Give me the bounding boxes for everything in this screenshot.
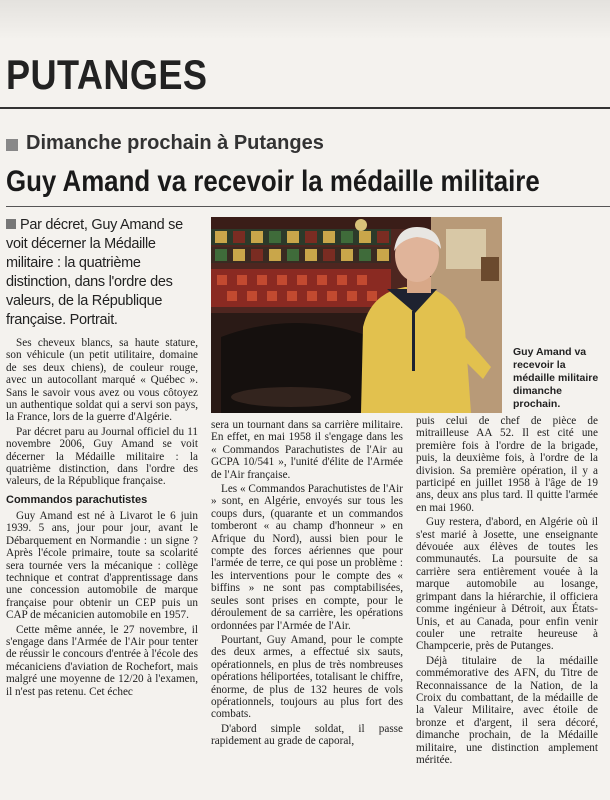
portrait-photo [211, 217, 502, 413]
paragraph: Pourtant, Guy Amand, pour le compte des deux armes, a effectué six sauts, opérationnels, en plus de très nombreuses opérations héliportées, totalisant le chiffre, énorme, de plus de 132 heures de vols opérationnels, toujours au plus fort des combats. [211, 633, 403, 721]
lead-square [6, 219, 16, 229]
paragraph: D'abord simple soldat, il passe rapidement au grade de caporal, [211, 722, 403, 748]
photo-caption: Guy Amand va recevoir la médaille militaire dimanche prochain. [513, 346, 599, 410]
paragraph: Déjà titulaire de la médaille commémorative des AFN, du Titre de Reconnaissance de la Nation, de la Croix du combattant, de la médaille de la Valeur Militaire, avec étoile de bronze et d'argent, il sera décoré, dimanche prochain, de la Médaille militaire, une distinction amplement méritée. [416, 654, 598, 766]
text-column-2 [211, 419, 403, 799]
page-top-shade [0, 0, 610, 40]
article-headline: Guy Amand va recevoir la médaille militaire [6, 165, 540, 198]
headline-rule [6, 206, 610, 207]
paragraph: Cette même année, le 27 novembre, il s'engage dans l'Armée de l'Air pour tenter de réussir le concours d'entrée à l'école des mécaniciens d'aviation de Rochefort, mais malgré une moyenne de 12/20 à l'examen, il n'est pas retenu. Cet échec [6, 623, 198, 698]
paragraph: sera un tournant dans sa carrière militaire. En effet, en mai 1958 il s'engage dans les « Commandos Parachutistes de l'Air au GCPA 10/541 », l'unité d'élite de l'Armée de l'Air française. [211, 419, 403, 481]
paragraph: Les « Commandos Parachutistes de l'Air » sont, en Algérie, envoyés sur tous les coups durs, (quarante et un commandos tomberont « au champ d'honneur » en Afrique du Nord), aussi bien pour le compte des forces aériennes que pour l'armée de terre, ce qui pose un problème : les interventions pour le compte des « biffins » ne sont pas comptabilisées, seules sont prises en compte, pour le déroulement de sa carrière, les opérations ordonnées par l'Armée de l'Air. [211, 483, 403, 632]
article-kicker: Dimanche prochain à Putanges [26, 132, 324, 154]
rubric-rule [0, 107, 610, 109]
kicker-square [6, 139, 18, 151]
article-photo [211, 217, 502, 413]
text-column-1 [6, 337, 198, 799]
article-lead [6, 216, 206, 330]
paragraph: Guy restera, d'abord, en Algérie où il s'est marié à Josette, une enseignante dévouée aux élèves de toutes les communautés. La poursuite de sa carrière sera entièrement vouée à la marque automobile au losange, grimpant dans la hiérarchie, il officiera comme ingénieur à Détroit, aux États-Unis, et au Canada, pour enfin venir couler une retraite heureuse à Champcerie, près de Putanges. [416, 516, 598, 653]
text-column-3 [416, 415, 598, 800]
paragraph: puis celui de chef de pièce de mitrailleuse AA 52. Il est cité une première fois à l'ordre de la brigade, puis, la deuxième fois, à l'ordre de la division. Sa première opération, il y a participé en juillet 1958 à l'âge de 19 ans, deux ans plus tard. Il quitte l'armée en mai 1960. [416, 415, 598, 514]
paragraph: Par décret paru au Journal officiel du 11 novembre 2006, Guy Amand se voit décerner la Médaille militaire : la quatrième distinction, dans l'ordre des valeurs, de la République française. [6, 425, 198, 488]
subheading: Commandos parachutistes [6, 493, 148, 506]
paragraph: Ses cheveux blancs, sa haute stature, son véhicule (un petit utilitaire, domaine de ses deux chiens), de couleur rouge, avec un autocollant marqué « Québec ». Sans le savoir vous avez ou vous côtoyez un authentique soldat qui a servi son pays, la France, lors de la guerre d'Algérie. [6, 337, 198, 424]
section-rubric: PUTANGES [6, 51, 208, 98]
paragraph: Guy Amand est né à Livarot le 6 juin 1939. 5 ans, jour pour jour, avant le Débarquement en Normandie : un signe ? Après l'école primaire, toute sa scolarité sera tournée vers la mécanique : collège technique et contrat d'apprentissage dans une concession automobile de marque française pour obtenir un CEP puis un CAP de mécanicien automobile en 1957. [6, 509, 198, 622]
lead-text: Par décret, Guy Amand se voit décerner la Médaille militaire : la quatrième distinction, dans l'ordre des valeurs, de la République française. Portrait. [6, 217, 183, 328]
